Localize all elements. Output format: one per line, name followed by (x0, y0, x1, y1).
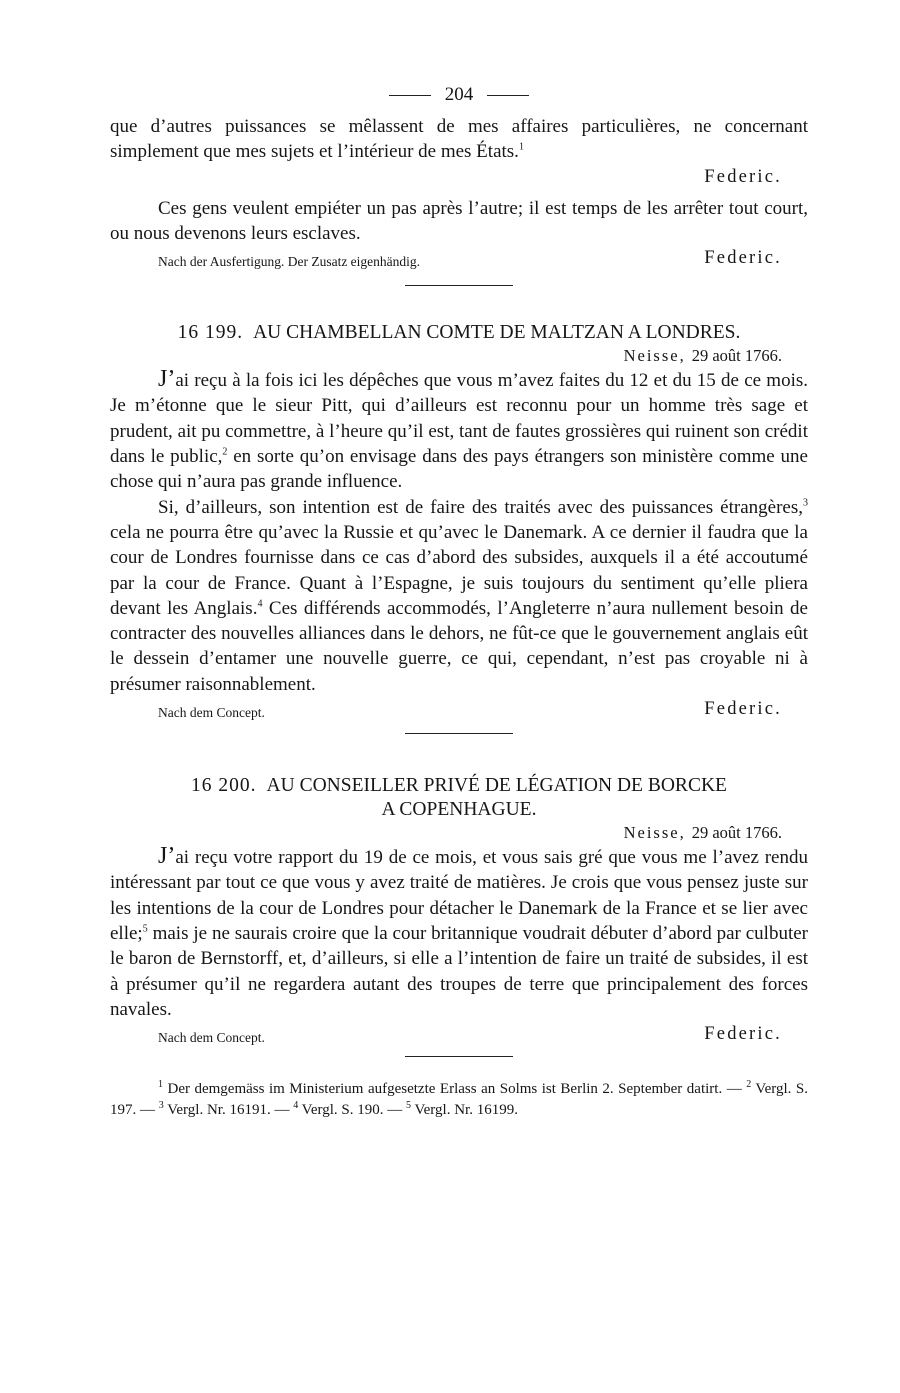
page-number: 204 (444, 84, 474, 105)
letter-number: 16 199. (177, 322, 244, 344)
footnote-divider (405, 1056, 513, 1057)
signature: Federic. (704, 699, 782, 720)
page-header (110, 84, 808, 114)
footnote-paragraph: $^1$ Der demgemäss im Ministerium aufgesetzte Erlass an Solms ist Berlin 2. September datirt. — $^2$ Vergl. S. 197. — $^3$ Vergl. Nr. 16191. — $^4$ Vergl. S. 190. — $^5$ Vergl. Nr. 16199. (110, 1079, 808, 1118)
footnote-mark: 4 (293, 1099, 299, 1111)
letter-paragraph: J’ai reçu à la fois ici les dépêches que vous m’avez faites du 12 et du 15 de ce mois. Je m’étonne que le sieur Pitt, qui d’ailleurs est reconnu pour un homme très sage et prudent, ait pu commettre, à l’heure qu’il est, tant de fautes grossières qui ruinent son crédit dans le public,$^2$ en sorte qu’on envisage dans des pays étrangers son ministère comme une chose qui n’aura pas grande influence. (110, 366, 808, 493)
footnotes (110, 1079, 808, 1120)
footnote-mark: 1 (158, 1079, 163, 1091)
header-dash-left (389, 95, 431, 96)
letter-title: AU CONSEILLER PRIVÉ DE LÉGATION DE BORCKE (266, 775, 727, 797)
footnote-mark: 5 (406, 1099, 411, 1111)
source-line (110, 697, 808, 725)
footnote-ref: 3 (803, 497, 808, 509)
letter-heading (110, 774, 808, 798)
letter-heading (110, 321, 808, 345)
source-note: Nach dem Concept. (158, 705, 265, 721)
letter-paragraph: J’ai reçu votre rapport du 19 de ce mois, et vous sais gré que vous me l’avez rendu intéressant par tout ce que vous y avez traité de matières. Je crois que vous pensez juste sur les intentions de la cour de Londres pour détacher le Danemark de la France et se lier avec elle;$^5$ mais je ne saurais croire que la cour britannique voudrait débuter d’abord par culbuter le baron de Bernstorff, et, d’ailleurs, si elle a l’intention de faire un traité de subsides, il est à présumer qu’il ne regardera autant des troupes de terre que principalement des forces navales. (110, 843, 808, 1020)
section-divider (405, 285, 513, 286)
footnote-ref: 2 (222, 446, 228, 458)
letter-16199 (110, 321, 808, 725)
letter-title: AU CHAMBELLAN COMTE DE MALTZAN A LONDRES. (253, 322, 741, 344)
source-line (110, 246, 808, 274)
signature: Federic. (704, 166, 782, 187)
header-dash-right (487, 95, 529, 96)
footnote-ref: 4 (257, 598, 263, 610)
source-note: Nach dem Concept. (158, 1030, 265, 1046)
letter-dateline (110, 822, 808, 844)
footnote-mark: 2 (746, 1079, 752, 1091)
document-page (110, 84, 808, 1120)
letter-date: 29 août 1766. (691, 823, 782, 843)
letter-place: Neisse, (623, 823, 686, 843)
footnote-ref: 1 (518, 141, 524, 153)
source-line (110, 1022, 808, 1050)
letter-date: 29 août 1766. (691, 346, 782, 366)
letter-number: 16 200. (191, 775, 257, 797)
footnote-mark: 3 (158, 1099, 164, 1111)
continuation-section (110, 114, 808, 274)
letter-paragraph: Si, d’ailleurs, son intention est de faire des traités avec des puissances étrangères,$^3$ cela ne pourra être qu’avec la Russie et qu’avec le Danemark. A ce dernier il faudra que la cour de Londres fournisse dans ce cas d’abord des subsides, auxquels il a été accoutumé par la cour de France. Quant à l’Espagne, je suis toujours du sentiment qu’elle pliera devant les Anglais.$^4$ Ces différends accommodés, l’Angleterre n’aura nullement besoin de contracter des nouvelles alliances dans le dehors, ne fût-ce que le gouvernement anglais eût le dessein d’entamer une nouvelle guerre, ce qui, cependant, n’est pas croyable ni à présumer raisonnablement. (110, 496, 808, 695)
section-divider (405, 733, 513, 734)
signature: Federic. (704, 248, 782, 269)
postscript-paragraph: Ces gens veulent empiéter un pas après l’autre; il est temps de les arrêter tout court, ou nous devenons leurs esclaves. (110, 197, 808, 244)
signature: Federic. (704, 1024, 782, 1045)
letter-16200 (110, 774, 808, 1050)
letter-title-line-2: A COPENHAGUE. (381, 799, 537, 821)
source-note: Nach der Ausfertigung. Der Zusatz eigenhändig. (158, 254, 421, 270)
letter-dateline (110, 345, 808, 367)
continuation-paragraph: que d’autres puissances se mêlassent de mes affaires particulières, ne concernant simplement que mes sujets et l’intérieur de mes États.$^1$ (110, 116, 808, 163)
footnote-ref: 5 (142, 923, 148, 935)
letter-place: Neisse, (623, 346, 686, 366)
